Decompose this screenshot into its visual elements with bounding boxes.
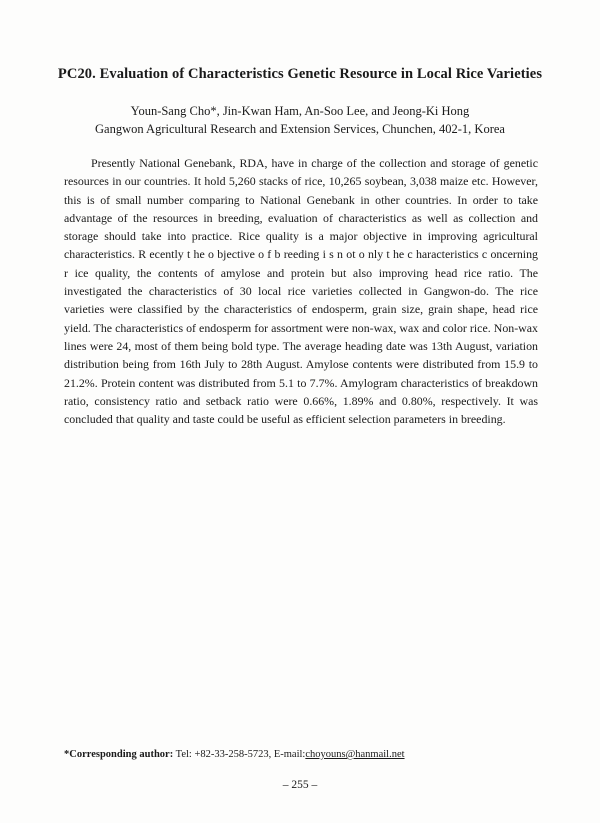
affiliation: Gangwon Agricultural Research and Extension Services, Chunchen, 402-1, Korea xyxy=(95,122,505,136)
author-list: Youn-Sang Cho*, Jin-Kwan Ham, An-Soo Lee, and Jeong-Ki Hong xyxy=(130,104,470,118)
footnote-label: *Corresponding author: xyxy=(64,749,174,760)
footnote-contact: Tel: +82-33-258-5723, E-mail: xyxy=(173,749,306,760)
email-link[interactable]: choyouns@hanmail.net xyxy=(305,749,405,760)
abstract-body: Presently National Genebank, RDA, have in charge of the collection and storage of genetic resources in our countries. It hold 5,260 stacks of rice, 10,265 soybean, 3,038 maize etc. However, this is of small number comparing to National Genebank in other countries. In order to take advantage of the resources in breeding, evaluation of characteristics as well as collection and storage should take into practice. Rice quality is a major objective in improving agricultural characteristics. R ecently t he o bjective o f b reeding i s n ot o nly t he c haracteristics c oncerning r ice quality, the contents of amylose and protein but also improving head rice ratio. The investigated the characteristics of 30 local rice varieties collected in Gangwon-do. The rice varieties were classified by the characteristics of endosperm, grain size, grain shape, head rice yield. The characteristics of endosperm for assortment were non-wax, wax and color rice. Non-wax lines were 24, most of them being bold type. The average heading date was 13th August, variation distribution being from 16th July to 28th August. Amylose contents were distributed from 15.9 to 21.2%. Protein content was distributed from 5.1 to 7.7%. Amylogram characteristics of breakdown ratio, consistency ratio and setback ratio were 0.66%, 1.89% and 0.80%, respectively. It was concluded that quality and taste could be useful as efficient selection parameters in breeding. xyxy=(64,156,538,427)
corresponding-author-footnote xyxy=(64,749,544,760)
paper-title: PC20. Evaluation of Characteristics Genetic Resource in Local Rice Varieties xyxy=(57,66,543,82)
page-number: – 255 – xyxy=(282,779,318,791)
